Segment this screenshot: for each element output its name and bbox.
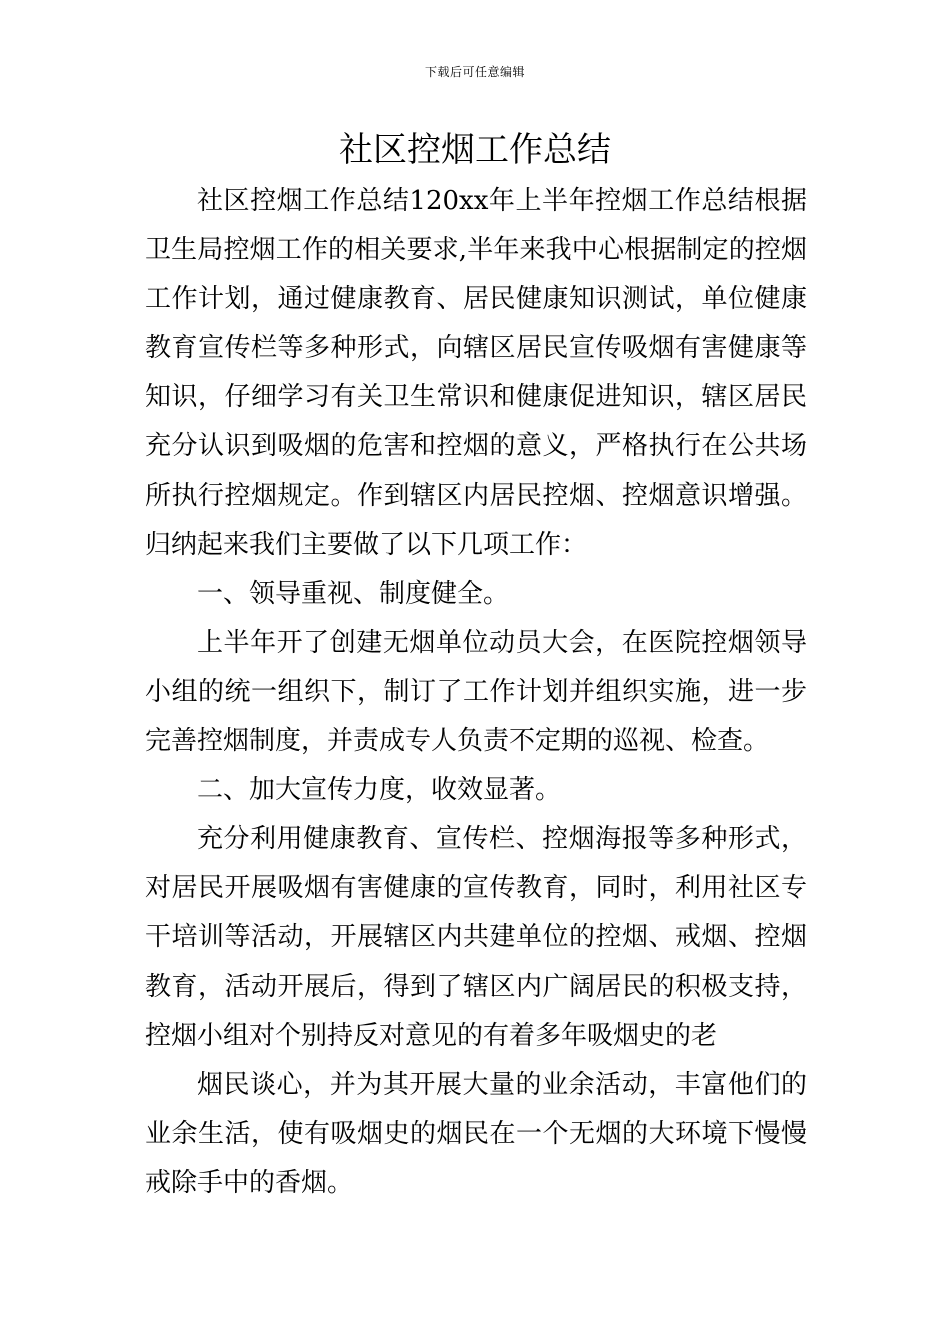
- header-note: 下载后可任意编辑: [424, 65, 525, 79]
- paragraph-section-2: 充分利用健康教育、宣传栏、控烟海报等多种形式，对居民开展吸烟有害健康的宣传教育，同时，利用社区专干培训等活动，开展辖区内共建单位的控烟、戒烟、控烟教育，活动开展后，得到了辖区内广阔居民的积极支持，控烟小组对个别持反对意见的有着多年吸烟史的老: [145, 824, 807, 1051]
- paragraph-continuation: 烟民谈心，并为其开展大量的业余活动，丰富他们的业余生活，使有吸烟史的烟民在一个无烟的大环境下慢慢戒除手中的香烟。: [145, 1069, 807, 1198]
- document-title: 社区控烟工作总结: [339, 130, 611, 170]
- paragraph-section-1: 上半年开了创建无烟单位动员大会，在医院控烟领导小组的统一组织下，制订了工作计划并组织实施，进一步完善控烟制度，并责成专人负责不定期的巡视、检查。: [145, 627, 807, 757]
- section-heading-1: 一、领导重视、制度健全。: [197, 578, 510, 609]
- paragraph-intro: 社区控烟工作总结120xx年上半年控烟工作总结根据卫生局控烟工作的相关要求,半年来我中心根据制定的控烟工作计划，通过健康教育、居民健康知识测试，单位健康教育宣传栏等多种形式，向辖区居民宣传吸烟有害健康等知识，仔细学习有关卫生常识和健康促进知识，辖区居民充分认识到吸烟的危害和控烟的意义，严格执行在公共场所执行控烟规定。作到辖区内居民控烟、控烟意识增强。归纳起来我们主要做了以下几项工作：: [145, 186, 807, 560]
- section-heading-2: 二、加大宣传力度，收效显著。: [197, 775, 562, 806]
- document-body: [145, 177, 807, 1208]
